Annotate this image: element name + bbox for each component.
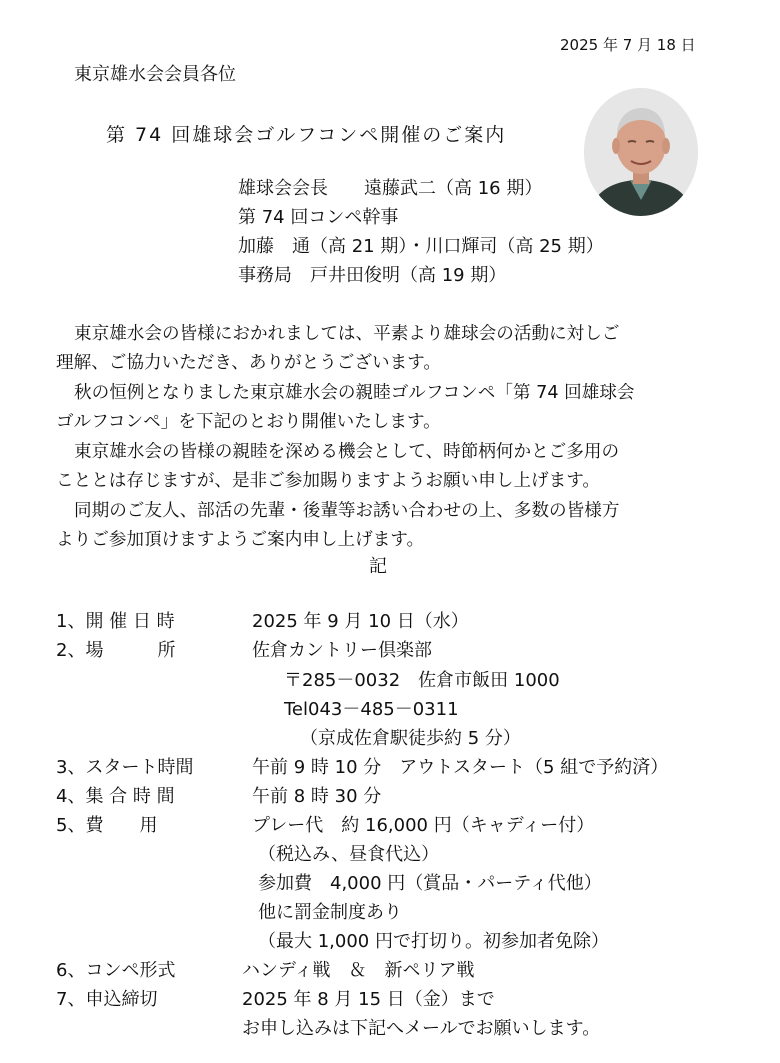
author-photo (584, 88, 698, 216)
detail-label-format: 6、コンペ形式 (56, 960, 176, 981)
body-line: 東京雄水会の皆様におかれましては、平素より雄球会の活動に対しご (74, 324, 620, 344)
detail-value-fee-note: （税込み、昼食代込） (258, 844, 440, 865)
detail-value-start: 午前 9 時 10 分 アウトスタート（5 組で予約済） (252, 757, 669, 778)
detail-value-tel: Tel043－485－0311 (284, 699, 459, 720)
sender-organizer-heading: 第 74 回コンペ幹事 (238, 207, 399, 228)
body-line: よりご参加頂けますようご案内申し上げます。 (56, 530, 425, 550)
detail-value-play-fee: プレー代 約 16,000 円（キャディー付） (252, 815, 595, 836)
body-line: こととは存じますが、是非ご参加賜りますようお願い申し上げます。 (56, 471, 601, 491)
detail-value-entry-fee: 参加費 4,000 円（賞品・パーティ代他） (258, 873, 602, 894)
detail-label-date: 1、開 催 日 時 (56, 611, 175, 632)
detail-value-address: 〒285－0032 佐倉市飯田 1000 (284, 670, 560, 691)
detail-value-access: （京成佐倉駅徒歩約 5 分） (300, 728, 521, 749)
detail-value-format: ハンディ戦 ＆ 新ペリア戦 (242, 960, 475, 981)
detail-label-venue: 2、場 所 (56, 640, 176, 661)
document-date: 2025 年 7 月 18 日 (560, 36, 696, 54)
detail-label-fee: 5、費 用 (56, 815, 158, 836)
detail-label-gather: 4、集 合 時 間 (56, 786, 175, 807)
detail-value-date: 2025 年 9 月 10 日（水） (252, 611, 469, 632)
body-line: 同期のご友人、部活の先輩・後輩等お誘い合わせの上、多数の皆様方 (74, 501, 620, 521)
sender-president: 雄球会会長 遠藤武二（高 16 期） (238, 178, 543, 199)
detail-value-deadline: 2025 年 8 月 15 日（金）まで (242, 989, 495, 1010)
detail-value-application: お申し込みは下記へメールでお願いします。 (242, 1018, 601, 1039)
addressee: 東京雄水会会員各位 (74, 64, 236, 85)
body-line: 理解、ご協力いただき、ありがとうございます。 (56, 353, 441, 373)
document-title: 第 74 回雄球会ゴルフコンペ開催のご案内 (106, 124, 507, 146)
body-line: ゴルフコンペ」を下記のとおり開催いたします。 (56, 412, 441, 432)
detail-value-penalty: 他に罰金制度あり (258, 902, 402, 923)
body-line: 秋の恒例となりました東京雄水会の親睦ゴルフコンペ「第 74 回雄球会 (74, 383, 635, 403)
sender-organizers: 加藤 通（高 21 期）・川口輝司（高 25 期） (238, 236, 604, 257)
body-line: 東京雄水会の皆様の親睦を深める機会として、時節柄何かとご多用の (74, 442, 620, 462)
detail-label-start: 3、スタート時間 (56, 757, 194, 778)
detail-value-gather: 午前 8 時 30 分 (252, 786, 382, 807)
ki-heading: 記 (369, 556, 387, 577)
detail-value-penalty-note: （最大 1,000 円で打切り。初参加者免除） (258, 931, 609, 952)
sender-secretariat: 事務局 戸井田俊明（高 19 期） (238, 265, 507, 286)
detail-value-venue: 佐倉カントリー倶楽部 (252, 640, 432, 661)
detail-label-deadline: 7、申込締切 (56, 989, 158, 1010)
